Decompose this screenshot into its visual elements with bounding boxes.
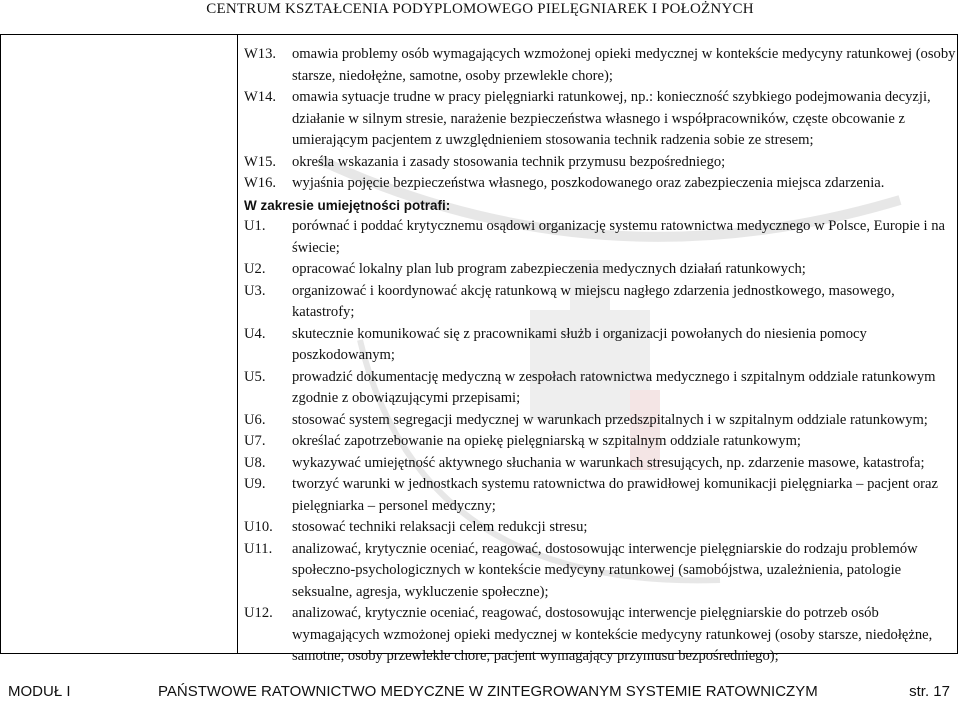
item-text: stosować techniki relaksacji celem redukcji stresu; — [292, 519, 588, 535]
item-text: określać zapotrzebowanie na opiekę pielęgniarską w szpitalnym oddziale ratunkowym; — [292, 433, 801, 449]
item-text: wykazywać umiejętność aktywnego słuchania w warunkach stresujących, np. zdarzenie masowe, katastrofa; — [292, 454, 925, 471]
item-code: U3. — [244, 282, 266, 299]
item-code: W16. — [244, 175, 277, 191]
item-code: W14. — [244, 89, 277, 105]
item-text: określa wskazania i zasady stosowania technik przymusu bezpośredniego; — [292, 153, 726, 170]
list-item — [244, 44, 956, 87]
item-text: opracować lokalny plan lub program zabezpieczenia medycznych działań ratunkowych; — [292, 261, 806, 277]
item-code: U12. — [244, 605, 273, 621]
list-item — [244, 367, 956, 410]
list-item — [244, 603, 956, 668]
page-footer — [0, 678, 960, 705]
footer-title: PAŃSTWOWE RATOWNICTWO MEDYCZNE W ZINTEGROWANYM SYSTEMIE RATOWNICZYM — [158, 683, 818, 700]
skills-heading: W zakresie umiejętności potrafi: — [244, 197, 451, 213]
item-code: U9. — [244, 476, 266, 492]
item-text: analizować, krytycznie oceniać, reagować, dostosowując interwencje pielęgniarskie do rodzaju problemów społeczno-psychologicznych w kontekście medycyny ratunkowej (samobójstwa, uzależnienia, patologie seksualne, agresja, wykluczenie społeczne); — [292, 540, 918, 600]
item-text: omawia sytuacje trudne w pracy pielęgniarki ratunkowej, np.: konieczność szybkiego podejmowania decyzji, działanie w silnym stresie, narażenie bezpieczeństwa własnego i współpracowników, częste obcowanie z umierającym pacjentem z uwzględnieniem stosowania technik radzenia sobie ze stresem; — [292, 89, 931, 148]
skills-list — [244, 216, 956, 668]
item-text: organizować i koordynować akcję ratunkową w miejscu nagłego zdarzenia jednostkowego, masowego, katastrofy; — [292, 282, 895, 320]
item-text: prowadzić dokumentację medyczną w zespołach ratownictwa medycznego i szpitalnym oddziale ratunkowym zgodnie z obowiązującymi przepisami; — [292, 368, 936, 406]
list-item — [244, 474, 956, 517]
learning-outcomes — [244, 44, 956, 668]
list-item — [244, 259, 956, 281]
page-number: str. 17 — [909, 683, 950, 700]
item-code: U4. — [244, 325, 266, 342]
list-item — [244, 539, 956, 604]
item-text: omawia problemy osób wymagających wzmożonej opieki medycznej w kontekście medycyny ratunkowej (osoby starsze, niedołężne, samotne, osoby przewlekle chore); — [292, 46, 956, 84]
list-item — [244, 410, 956, 432]
item-text: skutecznie komunikować się z pracownikami służb i organizacji powołanych do niesienia pomocy poszkodowanym; — [292, 325, 867, 363]
item-code: W13. — [244, 46, 277, 62]
item-code: U6. — [244, 411, 266, 428]
item-text: analizować, krytycznie oceniać, reagować, dostosowując interwencje pielęgniarskie do potrzeb osób wymagających wzmożonej opieki medycznej w kontekście medycyny ratunkowej (osoby starsze, niedołężne, samotne, osoby przewlekle chore, pacjent wymagający przymusu bezpośredniego); — [292, 605, 933, 664]
list-item — [244, 216, 956, 259]
item-text: porównać i poddać krytycznemu osądowi organizację systemu ratownictwa medycznego w Polsce, Europie i na świecie; — [292, 218, 945, 256]
knowledge-list — [244, 44, 956, 195]
item-code: U11. — [244, 540, 273, 557]
list-item — [244, 173, 956, 195]
left-column — [0, 34, 238, 654]
list-item — [244, 517, 956, 539]
item-code: U10. — [244, 519, 273, 535]
item-text: tworzyć warunki w jednostkach systemu ratownictwa do prawidłowej komunikacji pielęgniarka – pacjent oraz pielęgniarka – personel medyczny; — [292, 476, 938, 514]
list-item — [244, 281, 956, 324]
footer-module: MODUŁ I — [8, 683, 71, 700]
item-code: U2. — [244, 261, 266, 277]
item-code: W15. — [244, 153, 277, 170]
item-code: U7. — [244, 433, 266, 449]
item-text: stosować system segregacji medycznej w warunkach przedszpitalnych i w szpitalnym oddziale ratunkowym; — [292, 411, 928, 428]
item-code: U8. — [244, 454, 266, 471]
list-item — [244, 152, 956, 174]
page-header: CENTRUM KSZTAŁCENIA PODYPLOMOWEGO PIELĘGNIAREK I POŁOŻNYCH — [206, 1, 754, 17]
list-item — [244, 324, 956, 367]
item-text: wyjaśnia pojęcie bezpieczeństwa własnego, poszkodowanego oraz zabezpieczenia miejsca zdarzenia. — [292, 175, 885, 191]
list-item — [244, 453, 956, 475]
list-item — [244, 431, 956, 453]
item-code: U5. — [244, 368, 266, 385]
list-item — [244, 87, 956, 152]
item-code: U1. — [244, 218, 266, 234]
